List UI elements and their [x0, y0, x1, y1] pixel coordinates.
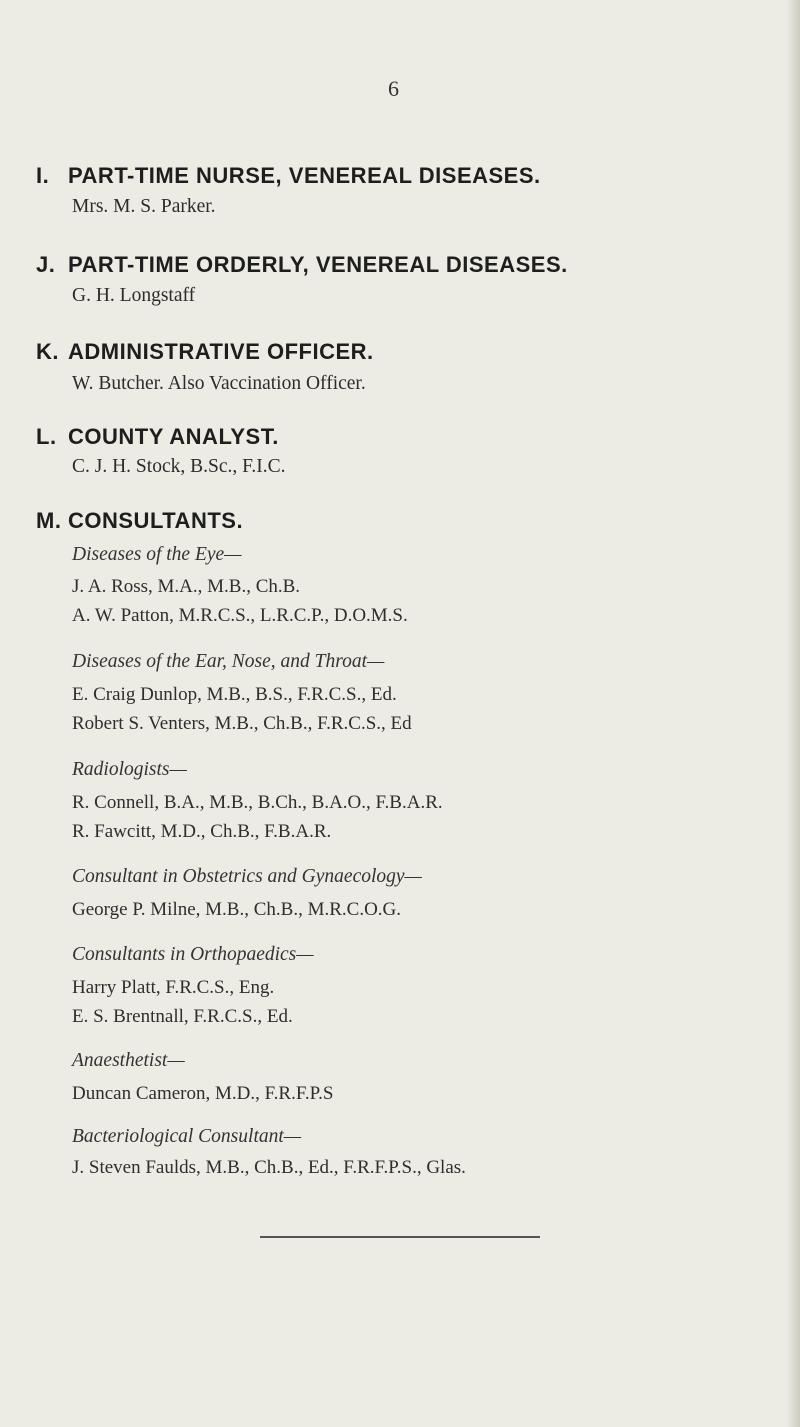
- subheading-eye: Diseases of the Eye—: [72, 544, 242, 565]
- section-letter: L.: [36, 424, 57, 449]
- consultant-name: George P. Milne, M.B., Ch.B., M.R.C.O.G.: [72, 899, 402, 920]
- section-line: W. Butcher. Also Vaccination Officer.: [72, 373, 366, 394]
- section-title: PART-TIME NURSE, VENEREAL DISEASES.: [68, 163, 541, 188]
- section-title: PART-TIME ORDERLY, VENEREAL DISEASES.: [68, 252, 568, 277]
- heading-part-time-orderly: [36, 252, 568, 278]
- consultant-name: R. Connell, B.A., M.B., B.Ch., B.A.O., F.B.A.R.: [72, 792, 443, 813]
- heading-consultants: [36, 508, 243, 534]
- page-edge-shadow: [786, 0, 800, 1427]
- subheading-ent: Diseases of the Ear, Nose, and Throat—: [72, 651, 385, 672]
- section-title: ADMINISTRATIVE OFFICER.: [68, 339, 374, 364]
- section-letter: J.: [36, 252, 56, 277]
- consultant-name: R. Fawcitt, M.D., Ch.B., F.B.A.R.: [72, 821, 332, 842]
- subheading-anaesthetist: Anaesthetist—: [72, 1050, 185, 1071]
- consultant-name: Robert S. Venters, M.B., Ch.B., F.R.C.S., Ed: [72, 713, 412, 734]
- consultant-name: Duncan Cameron, M.D., F.R.F.P.S: [72, 1083, 334, 1104]
- consultant-name: Harry Platt, F.R.C.S., Eng.: [72, 977, 275, 998]
- section-line: Mrs. M. S. Parker.: [72, 196, 216, 217]
- section-title: COUNTY ANALYST.: [68, 424, 279, 449]
- subheading-obstetrics: Consultant in Obstetrics and Gynaecology—: [72, 866, 422, 887]
- heading-county-analyst: [36, 424, 279, 450]
- heading-administrative-officer: [36, 339, 374, 365]
- subheading-bacteriological: Bacteriological Consultant—: [72, 1126, 302, 1147]
- consultant-name: A. W. Patton, M.R.C.S., L.R.C.P., D.O.M.S.: [72, 605, 408, 626]
- consultant-name: J. A. Ross, M.A., M.B., Ch.B.: [72, 576, 301, 597]
- consultant-name: J. Steven Faulds, M.B., Ch.B., Ed., F.R.F.P.S., Glas.: [72, 1157, 466, 1178]
- page-number: 6: [388, 76, 399, 101]
- consultant-name: E. Craig Dunlop, M.B., B.S., F.R.C.S., Ed.: [72, 684, 397, 705]
- subheading-orthopaedics: Consultants in Orthopaedics—: [72, 944, 314, 965]
- section-letter: I.: [36, 163, 50, 188]
- section-letter: M.: [36, 508, 62, 533]
- section-line: G. H. Longstaff: [72, 285, 196, 306]
- divider-rule: [260, 1236, 540, 1238]
- section-letter: K.: [36, 339, 59, 364]
- heading-part-time-nurse: [36, 163, 541, 189]
- section-title: CONSULTANTS.: [68, 508, 244, 533]
- section-line: C. J. H. Stock, B.Sc., F.I.C.: [72, 456, 286, 477]
- consultant-name: E. S. Brentnall, F.R.C.S., Ed.: [72, 1006, 293, 1027]
- subheading-radiologists: Radiologists—: [72, 759, 187, 780]
